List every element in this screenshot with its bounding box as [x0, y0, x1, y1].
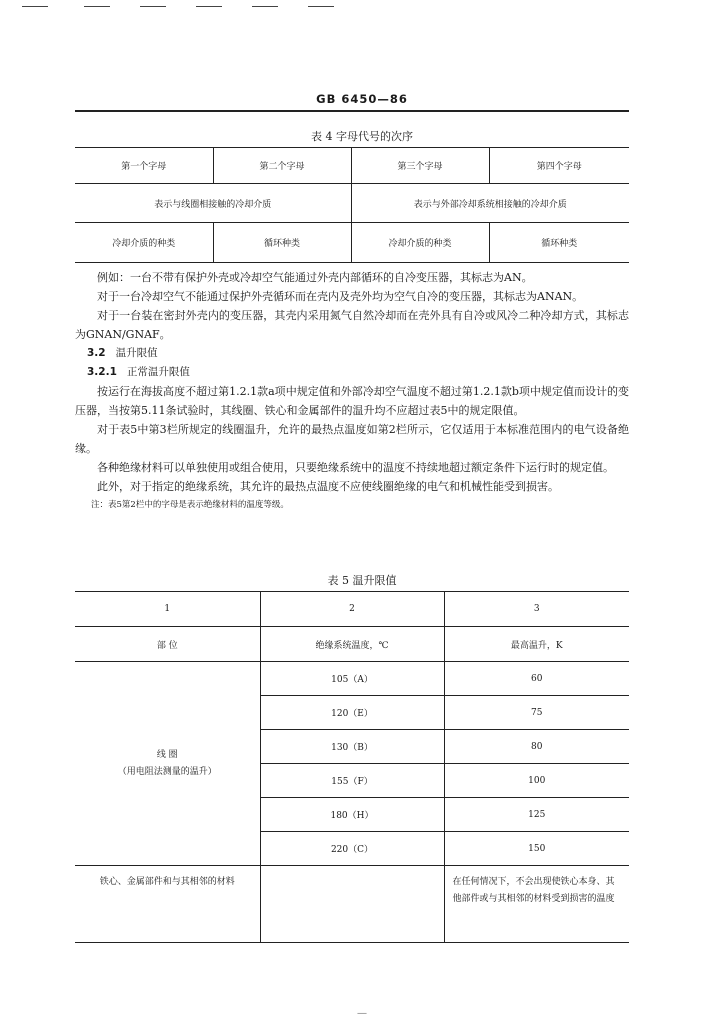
table4-caption: 表 4 字母代号的次序 — [311, 130, 413, 143]
paragraph: 各种绝缘材料可以单独使用或组合使用，只要绝缘系统中的温度不持续地超过额定条件下运行时的规定值。 — [97, 461, 614, 474]
paragraph: 对于表5中第3栏所规定的线圈温升，允许的最热点温度如第2栏所示，它仅适用于本标准范围内的电气设备绝缘。 — [75, 423, 629, 455]
insulation-temp: 130（B） — [260, 730, 444, 764]
standard-number: GB 6450—86 — [316, 92, 408, 106]
page-number-mark: — — [357, 1008, 367, 1019]
paragraph: 按运行在海拔高度不超过第1.2.1款a项中规定值和外部冷却空气温度不超过第1.2.1款b项中规定值而设计的变压器，当按第5.11条试验时，其线圈、铁心和金属部件的温升均不应超过表5中的规定限值。 — [75, 385, 629, 417]
column-header: 部 位 — [75, 627, 260, 662]
table4-cell: 第二个字母 — [213, 148, 351, 184]
scan-mark — [252, 6, 278, 7]
insulation-temp: 120（E） — [260, 696, 444, 730]
column-header: 最高温升，K — [444, 627, 629, 662]
column-number: 1 — [75, 592, 260, 627]
paragraph: 对于一台冷却空气不能通过保护外壳循环而在壳内及壳外均为空气自冷的变压器，其标志为ANAN。 — [97, 290, 584, 303]
table4-cell: 冷却介质的种类 — [351, 223, 489, 263]
section-number: 3.2.1 — [87, 366, 117, 378]
section-heading — [75, 344, 629, 363]
temperature-rise: 80 — [444, 730, 629, 764]
insulation-temp: 220（C） — [260, 832, 444, 866]
column-number: 2 — [260, 592, 444, 627]
table4 — [75, 147, 629, 263]
table4-cell: 第三个字母 — [351, 148, 489, 184]
paragraph: 例如：一台不带有保护外壳或冷却空气能通过外壳内部循环的自冷变压器，其标志为AN。 — [97, 271, 533, 284]
section-title: 正常温升限值 — [126, 366, 190, 378]
insulation-temp: 155（F） — [260, 764, 444, 798]
body-text — [75, 268, 629, 515]
temperature-rise: 100 — [444, 764, 629, 798]
scan-mark — [84, 6, 110, 7]
column-header: 绝缘系统温度，℃ — [260, 627, 444, 662]
paragraph: 对于一台装在密封外壳内的变压器，其壳内采用氮气自然冷却而在壳外具有自冷或风冷二种冷却方式，其标志为GNAN/GNAF。 — [75, 309, 629, 341]
insulation-temp: 180（H） — [260, 798, 444, 832]
winding-cell — [75, 662, 260, 866]
table5-caption: 表 5 温升限值 — [327, 574, 397, 587]
winding-label: 线 圈 — [156, 749, 178, 760]
scan-mark — [308, 6, 334, 7]
temperature-rise: 150 — [444, 832, 629, 866]
table5-row — [75, 866, 629, 943]
scan-mark — [22, 6, 48, 7]
table4-row — [75, 184, 629, 223]
header-rule — [75, 110, 629, 112]
temperature-rise: 75 — [444, 696, 629, 730]
table4-cell: 第四个字母 — [489, 148, 629, 184]
table4-cell: 冷却介质的种类 — [75, 223, 213, 263]
table5 — [75, 591, 629, 943]
core-label: 铁心、金属部件和与其相邻的材料 — [75, 866, 260, 943]
core-limit: 在任何情况下，不会出现使铁心本身、其他部件或与其相邻的材料受到损害的温度 — [444, 866, 629, 943]
scan-mark — [196, 6, 222, 7]
column-number: 3 — [444, 592, 629, 627]
table4-cell: 表示与外部冷却系统相接触的冷却介质 — [351, 184, 629, 223]
section-number: 3.2 — [87, 347, 106, 359]
table4-cell: 循环种类 — [489, 223, 629, 263]
temperature-rise: 60 — [444, 662, 629, 696]
table4-cell: 表示与线圈相接触的冷却介质 — [75, 184, 351, 223]
table-note: 注：表5第2栏中的字母是表示绝缘材料的温度等级。 — [91, 500, 289, 510]
empty-cell — [260, 866, 444, 943]
table4-row — [75, 223, 629, 263]
table4-cell: 第一个字母 — [75, 148, 213, 184]
table4-row — [75, 148, 629, 184]
insulation-temp: 105（A） — [260, 662, 444, 696]
temperature-rise: 125 — [444, 798, 629, 832]
winding-label-note: （用电阻法测量的温升） — [117, 766, 217, 777]
table5-row — [75, 662, 629, 696]
table5-row — [75, 592, 629, 627]
scan-mark — [140, 6, 166, 7]
section-heading — [75, 363, 629, 382]
section-title: 温升限值 — [115, 347, 158, 359]
table5-row — [75, 627, 629, 662]
table4-cell: 循环种类 — [213, 223, 351, 263]
paragraph: 此外，对于指定的绝缘系统，其允许的最热点温度不应使线圈绝缘的电气和机械性能受到损害。 — [97, 480, 559, 493]
